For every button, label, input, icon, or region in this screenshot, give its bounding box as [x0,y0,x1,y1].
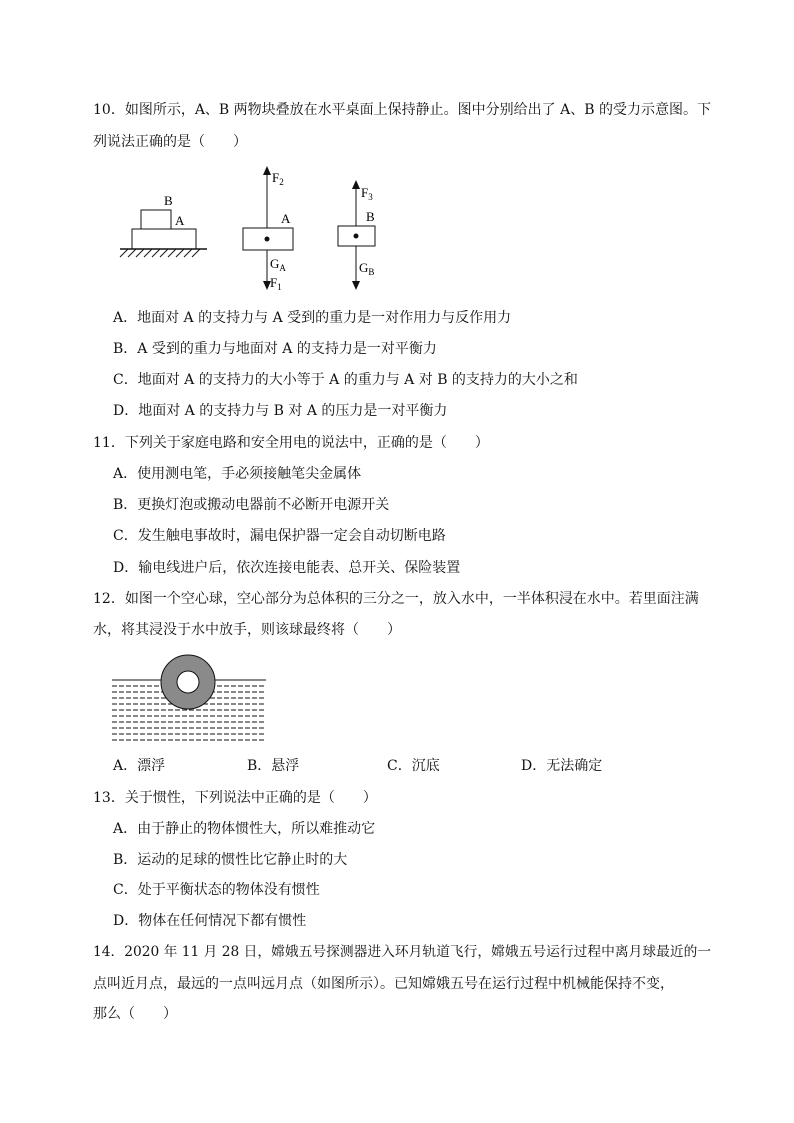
q10-option-c: C．地面对 A 的支持力的大小等于 A 的重力与 A 对 B 的支持力的大小之和 [113,372,578,388]
q10-a-arrow-up [263,166,271,175]
q11-option-a: A．使用测电笔，手必须接触笔尖金属体 [113,466,362,482]
q12-option-a: A．漂浮 [113,758,166,774]
q12-figure [112,652,272,748]
q10-block-a [132,229,196,249]
q13-option-b: B．运动的足球的惯性比它静止时的大 [113,852,348,868]
q10-stem-line2: 列说法正确的是（ ） [93,134,247,150]
q10-option-b: B．A 受到的重力与地面对 A 的支持力是一对平衡力 [113,341,437,357]
q11-option-d: D．输电线进户后，依次连接电能表、总开关、保险装置 [113,560,461,576]
q10-stack-label-a: A [175,213,185,228]
q10-b-center [354,234,359,239]
q10-a-force-down-label: $F_1$ [270,275,282,292]
q14-stem-line3: 那么（ ） [93,1006,177,1022]
q10-option-d: D．地面对 A 的支持力与 B 对 A 的压力是一对平衡力 [113,403,448,419]
q11-option-c: C．发生触电事故时，漏电保护器一定会自动切断电路 [113,528,446,544]
q10-a-force-up-label: $F_2$ [272,170,284,187]
q12-option-d: D．无法确定 [521,758,603,774]
q13-option-a: A．由于静止的物体惯性大，所以难推动它 [113,821,376,837]
q11-stem: 11．下列关于家庭电路和安全用电的说法中，正确的是（ ） [93,435,489,451]
q11-option-b: B．更换灯泡或搬动电器前不必断开电源开关 [113,497,390,513]
q10-b-gravity-label: $G_B$ [359,260,375,277]
q10-b-force-up-label: $F_3$ [361,185,373,202]
q12-stem-line1: 12．如图一个空心球，空心部分为总体积的三分之一，放入水中，一半体积浸在水中。若里面注满 [93,591,699,607]
q10-figure [110,160,410,300]
q10-table-hatching [120,249,200,257]
q12-ball-hollow [177,671,199,693]
q10-b-arrow-up [352,180,360,189]
q10-a-body-label: A [281,211,291,226]
q12-option-b: B．悬浮 [247,758,300,774]
q14-stem-line1: 14．2020 年 11 月 28 日，嫦娥五号探测器进入环月轨道飞行，嫦娥五号运行过程中离月球最近的一 [93,944,712,960]
q10-b-arrow-down [352,281,360,290]
q10-a-gravity-label: $G_A$ [270,256,286,273]
q10-option-a: A．地面对 A 的支持力与 A 受到的重力是一对作用力与反作用力 [113,310,512,326]
q13-option-c: C．处于平衡状态的物体没有惯性 [113,882,320,898]
q14-stem-line2: 点叫近月点，最远的一点叫远月点（如图所示）。已知嫦娥五号在运行过程中机械能保持不变， [93,976,674,992]
q13-option-d: D．物体在任何情况下都有惯性 [113,913,307,929]
q10-block-b [141,210,171,229]
q12-options-row [113,756,713,776]
q10-stem-line1: 10．如图所示，A、B 两物块叠放在水平桌面上保持静止。图中分别给出了 A、B 的受力示意图。下 [93,102,711,118]
q12-option-c: C．沉底 [387,758,440,774]
q10-stack-label-b: B [164,193,173,208]
q10-b-body-label: B [366,209,375,224]
q10-a-center [265,237,270,242]
q13-stem: 13．关于惯性，下列说法中正确的是（ ） [93,790,377,806]
q12-stem-line2: 水，将其浸没于水中放手，则该球最终将（ ） [93,622,401,638]
